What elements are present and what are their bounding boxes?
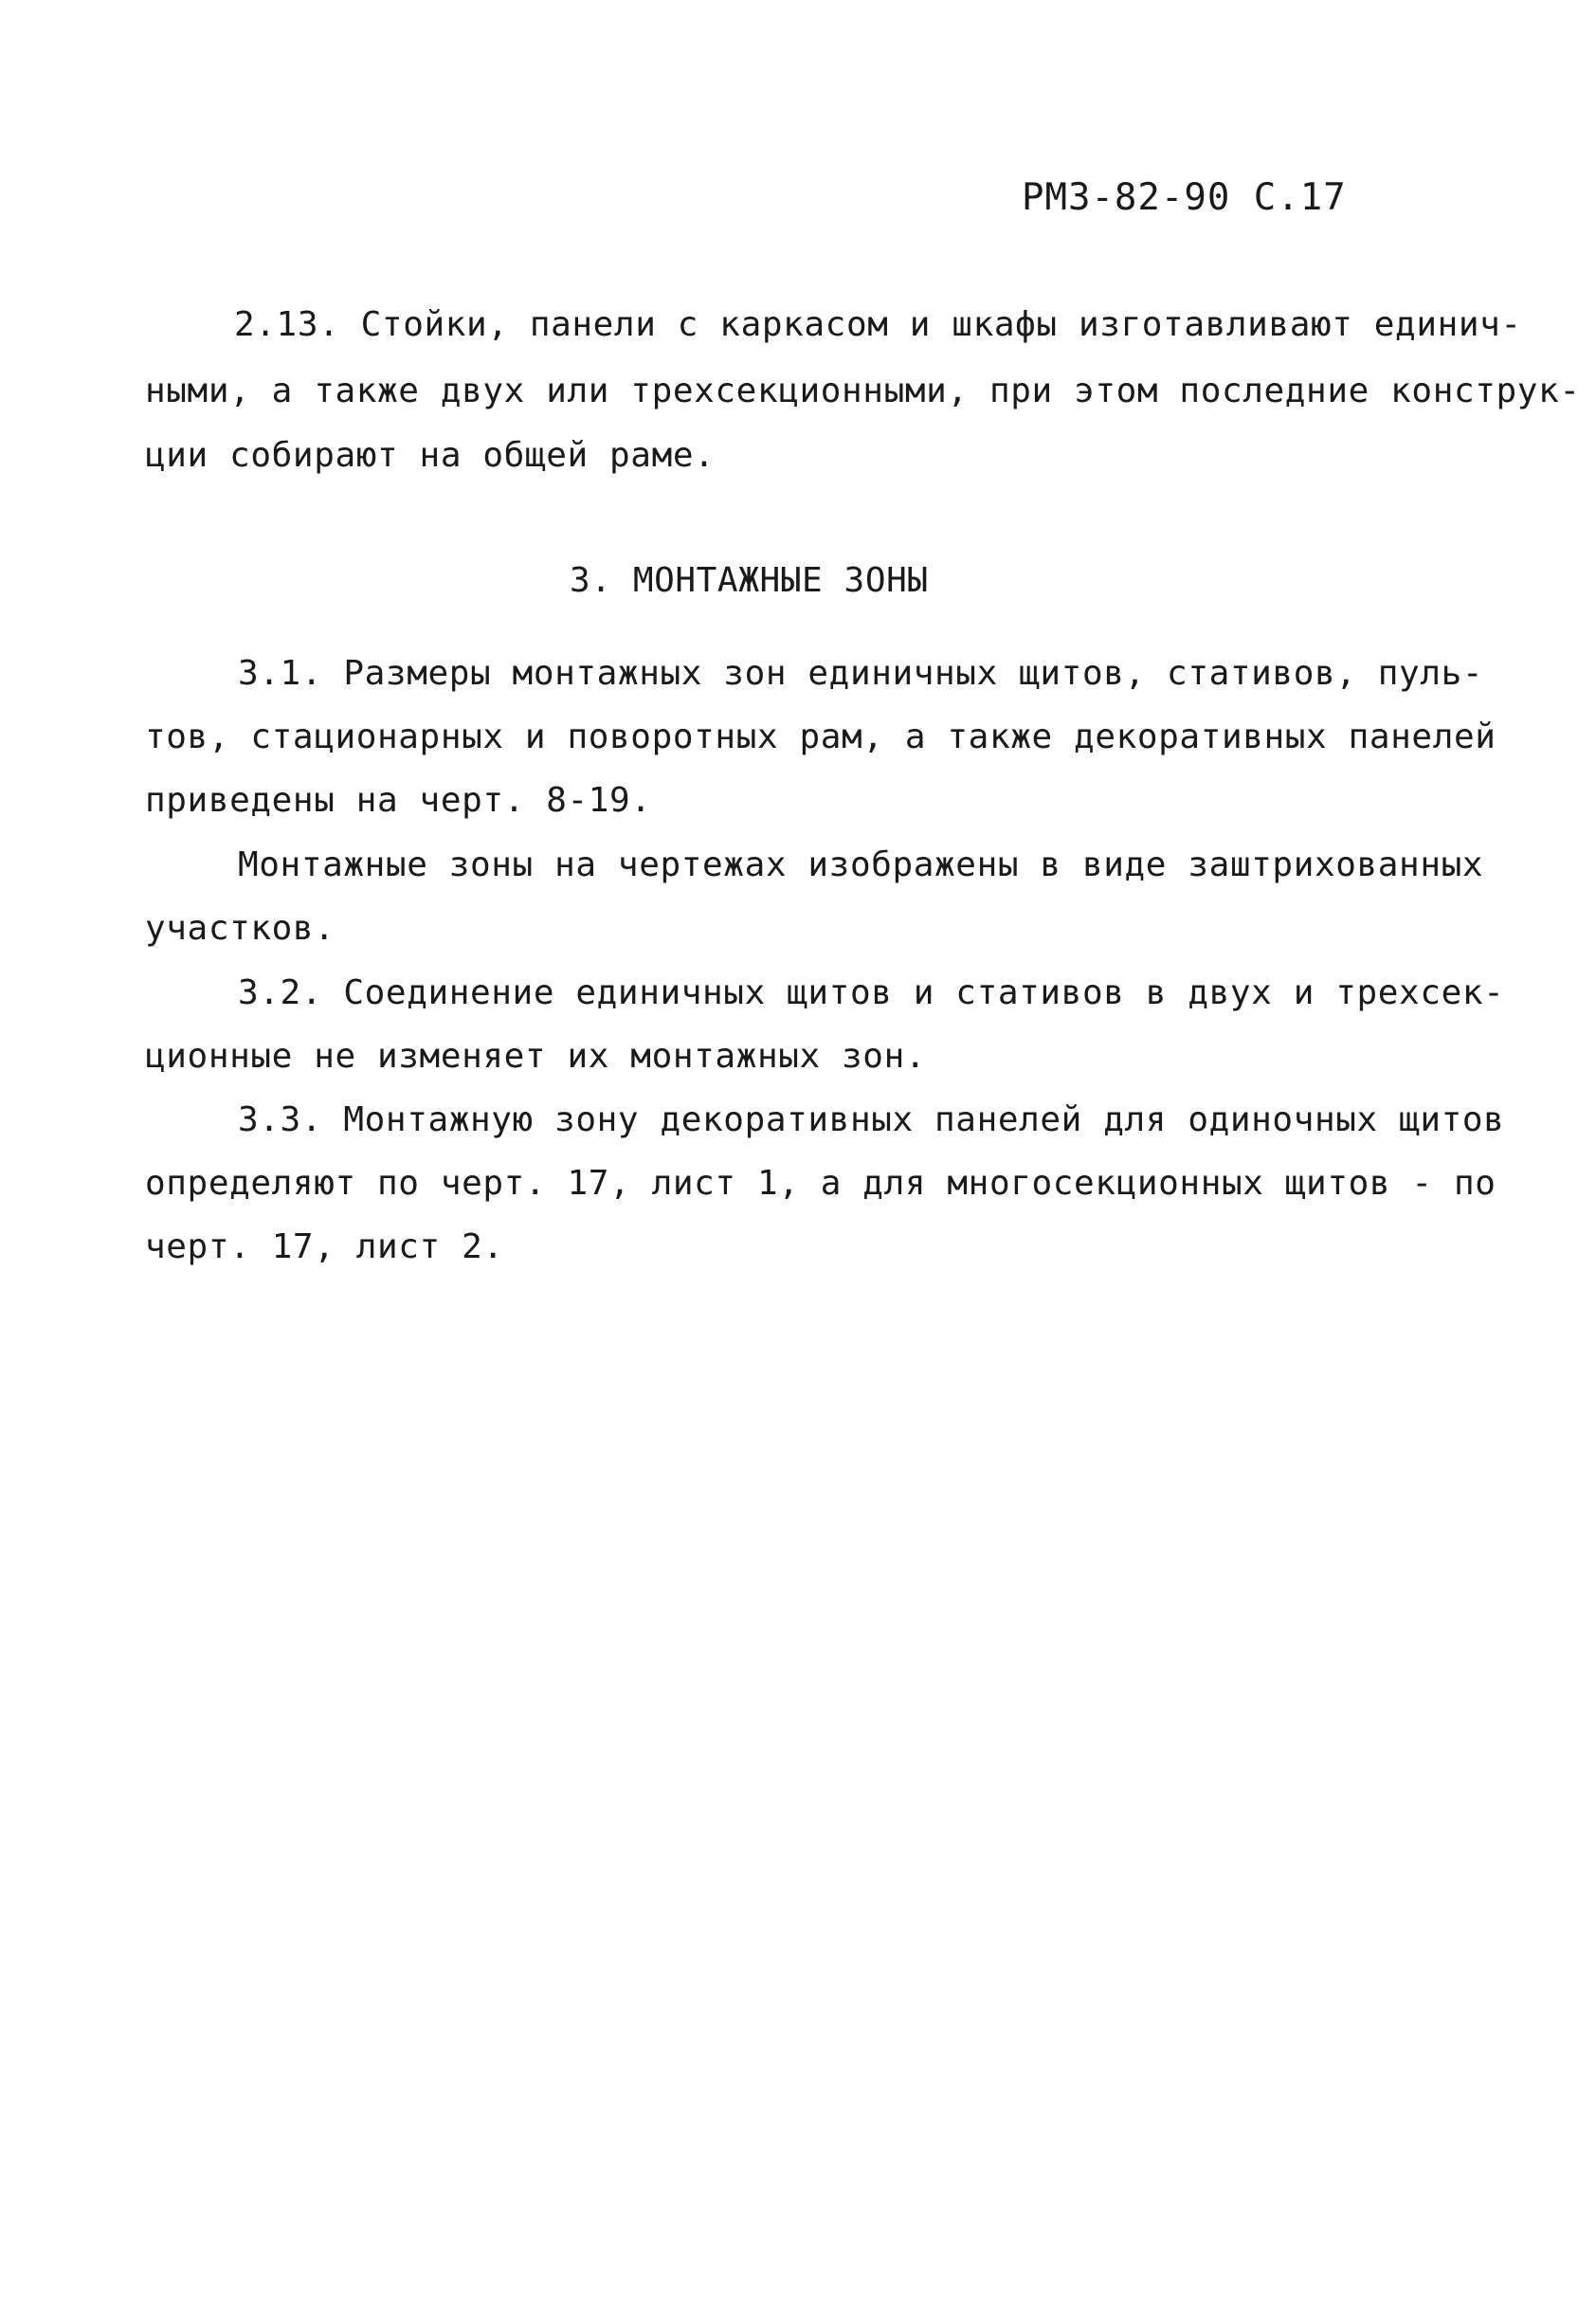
document-reference: РМЗ-82-90 С.17	[1022, 176, 1347, 219]
paragraph-3-3-line-2: определяют по черт. 17, лист 1, а для многосекционных щитов - по	[145, 1164, 1496, 1203]
paragraph-2-13-line-3: ции собирают на общей раме.	[145, 436, 716, 475]
paragraph-2-13-line-1: 2.13. Стойки, панели с каркасом и шкафы изготавливают единич-	[234, 305, 1522, 344]
paragraph-3-2-line-2: ционные не изменяет их монтажных зон.	[145, 1037, 927, 1076]
paragraph-zones-line-2: участков.	[145, 909, 336, 948]
paragraph-3-3-line-1: 3.3. Монтажную зону декоративных панелей для одиночных щитов	[238, 1100, 1505, 1139]
paragraph-3-1-line-2: тов, стационарных и поворотных рам, а также декоративных панелей	[145, 717, 1496, 756]
section-3-heading: 3. МОНТАЖНЫЕ ЗОНЫ	[570, 561, 929, 600]
paragraph-3-2-line-1: 3.2. Соединение единичных щитов и стативов в двух и трехсек-	[238, 973, 1505, 1012]
paragraph-3-1-line-1: 3.1. Размеры монтажных зон единичных щитов, стативов, пуль-	[238, 654, 1484, 693]
paragraph-3-3-line-3: черт. 17, лист 2.	[145, 1227, 504, 1266]
paragraph-zones-line-1: Монтажные зоны на чертежах изображены в виде заштрихованных	[238, 845, 1484, 884]
paragraph-3-1-line-3: приведены на черт. 8-19.	[145, 781, 652, 820]
paragraph-2-13-line-2: ными, а также двух или трехсекционными, при этом последние конструк-	[145, 372, 1581, 410]
